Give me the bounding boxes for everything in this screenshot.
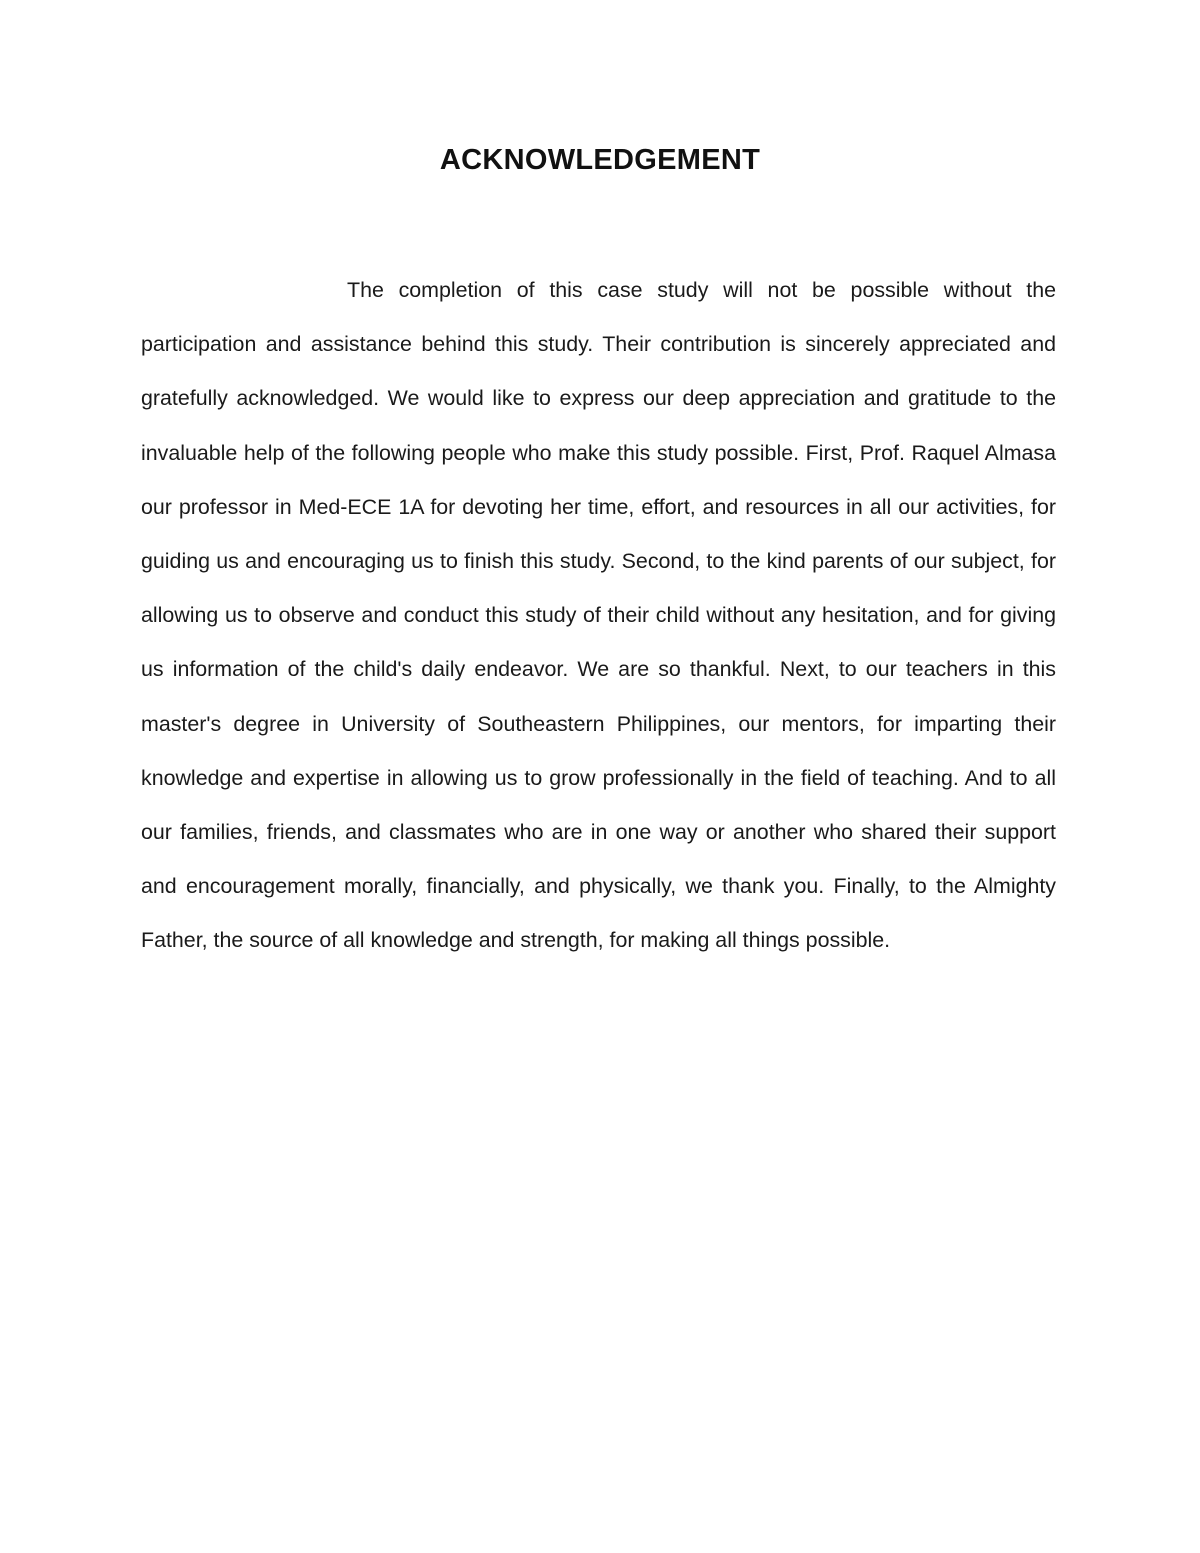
acknowledgement-paragraph: The completion of this case study will not be possible without the participation and assistance behind this study. Their contribution is sincerely appreciated and gratefully acknowledged. We would like to express our deep appreciation and gratitude to the invaluable help of the following people who make this study possible. First, Prof. Raquel Almasa our professor in Med-ECE 1A for devoting her time, effort, and resources in all our activities, for guiding us and encouraging us to finish this study. Second, to the kind parents of our subject, for allowing us to observe and conduct this study of their child without any hesitation, and for giving us information of the child's daily endeavor. We are so thankful. Next, to our teachers in this master's degree in University of Southeastern Philippines, our mentors, for imparting their knowledge and expertise in allowing us to grow professionally in the field of teaching. And to all our families, friends, and classmates who are in one way or another who shared their support and encouragement morally, financially, and physically, we thank you. Finally, to the Almighty Father, the source of all knowledge and strength, for making all things possible. (141, 278, 1056, 953)
page-title: ACKNOWLEDGEMENT (439, 144, 761, 176)
